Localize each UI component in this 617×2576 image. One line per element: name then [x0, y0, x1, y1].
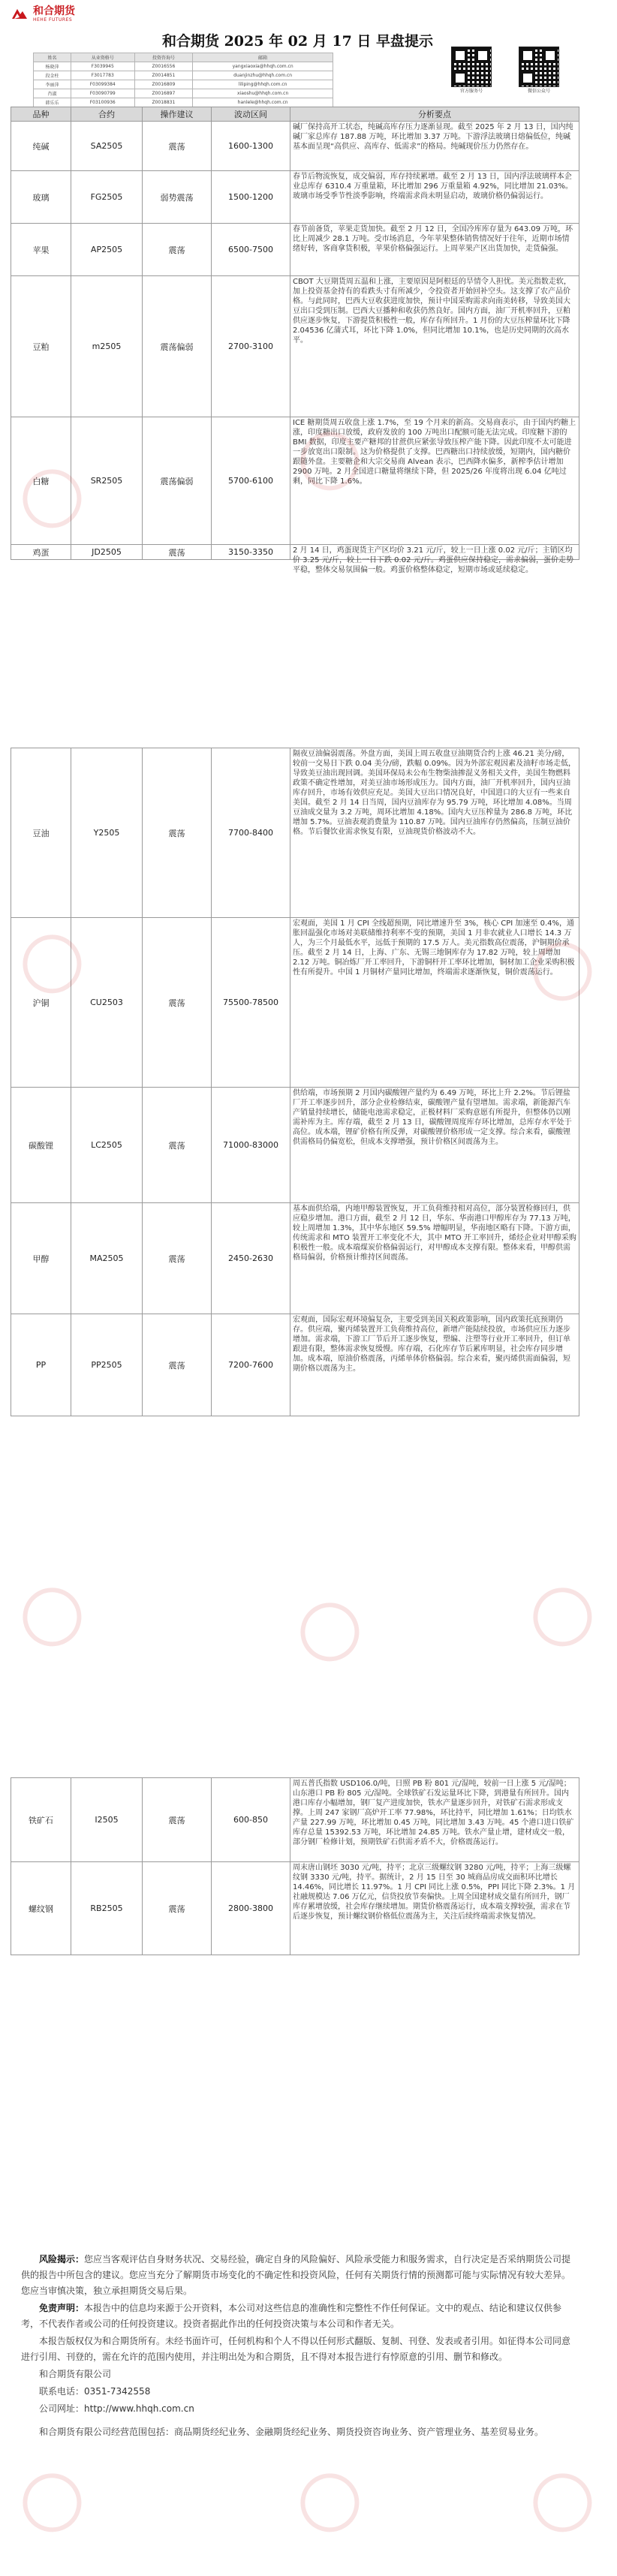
contact-cell: F03100936	[71, 98, 134, 107]
contact-cell: 韩乐乐	[34, 98, 71, 107]
disclaimer-label: 免责声明：	[39, 2303, 85, 2313]
contact-cell: 段金柱	[34, 71, 71, 80]
risk-text: 您应当客观评估自身财务状况、交易经验，确定自身的风险偏好、风险承受能力和服务需求，自行决定是否采纳期货公司提供的报告中所包含的建议。您应当充分了解期货市场变化的不确定性和投资风险，任何有关期货行情的预测都可能与实际情况有较大差异。您应当审慎决策，独立承担期货交易后果。	[21, 2254, 571, 2296]
range-cell: 2800-3800	[212, 1862, 290, 1955]
advice-cell: 震荡	[143, 1862, 212, 1955]
contact-cell: 杨晓萍	[34, 62, 71, 71]
analysis-text: 碱厂保持高开工状态，纯碱高库存压力逐渐显现。截至 2025 年 2 月 13 日，国内纯碱厂家总库存 187.88 万吨，环比增加 3.37 万吨。下游浮法玻璃日熔偏低位，纯碱基本面呈现“高供应、高库存、低需求”的格局。纯碱现价压力仍然存在。	[293, 123, 573, 151]
contract-cell: LC2505	[71, 1088, 143, 1203]
analysis-text: 宏观面，国际宏观环境偏复杂，主要受到美国关税政策影响，国内政策托底预期仍存。供应端，聚丙烯装置开工负荷维持高位，新增产能陆续投放，市场供应压力逐步增加。需求端，下游工厂节后开工逐步恢复，塑编、注塑等行业开工率回升，但订单跟进有限，整体需求恢复缓慢。库存端，石化库存节后累库明显，社会库存同步增加。成本端，原油价格震荡，丙烯单体价格偏弱。综合来看，聚丙烯供需面偏弱，短期价格以震荡为主。	[293, 1316, 570, 1373]
analysis-cell	[290, 1862, 579, 1955]
watermark-logo	[501, 2445, 616, 2560]
watermark-logo	[269, 1575, 384, 1690]
analysis-text: 周五普氏指数 USD106.0/吨，日照 PB 粉 801 元/湿吨，较前一日上涨 5 元/湿吨；山东港口 PB 粉 805 元/湿吨。全球铁矿石发运量环比下降，到港量有所回升。国内港口库存小幅增加，钢厂复产进度加快，铁水产量逐步回升，对铁矿石需求形成支撑。上周 247 家钢厂高炉开工率 77.98%，环比持平，同比增加 1.61%；日均铁水产量 227.99 万吨，环比增加 0.45 万吨，同比增加 3.43 万吨。45 个港口进口铁矿库存总量 15392.53 万吨，环比增加 24.85 万吨。铁水产量止增，建材成交一般，部分钢厂检修计划，预期铁矿石供需矛盾不大，价格震荡运行。	[293, 1780, 574, 1846]
logo-name: 和合期货	[33, 5, 75, 17]
analyst-contacts-table	[33, 53, 333, 107]
variety-cell: 螺纹钢	[11, 1862, 71, 1955]
range-cell: 6500-7500	[212, 224, 290, 276]
contact-cell: Z0016809	[134, 80, 193, 89]
strategy-table-part-3	[11, 1777, 579, 1955]
contract-cell: I2505	[71, 1778, 143, 1862]
disclaimer-text: 本报告中的信息均来源于公开资料，本公司对这些信息的准确性和完整性不作任何保证。文中的观点、结论和建议仅供参考，不代表作者或公司的任何投资建议。投资者据此作出的任何投资决策与本公司和作者无关。	[21, 2303, 562, 2329]
contact-cell: 肖淑	[34, 89, 71, 98]
commodity-row	[11, 918, 579, 1088]
commodity-row	[11, 224, 579, 276]
website-label: 公司网址：	[39, 2403, 85, 2414]
contract-cell: MA2505	[71, 1203, 143, 1314]
company-name: 和合期货有限公司	[39, 2369, 112, 2379]
commodity-row	[11, 1778, 579, 1862]
watermark-logo	[269, 2445, 384, 2560]
range-cell: 3150-3350	[212, 545, 290, 560]
contact-cell: 李丽萍	[34, 80, 71, 89]
variety-cell: 豆油	[11, 748, 71, 918]
analysis-text: 供给端，市场预期 2 月国内碳酸锂产量约为 6.49 万吨，环比上升 2.2%。节后锂盐厂开工率逐步回升，部分企业检修结束，碳酸锂产量有望增加。需求端，新能源汽车产销量持续增长，储能电池需求稳定，正极材料厂采购意愿有所提升，但整体仍以刚需补库为主。库存端，截至 2 月 13 日，碳酸锂周度库存环比增加，总库存水平处于高位。成本端，锂矿价格有所反弹，对碳酸锂价格形成一定支撑。综合来看，碳酸锂供需格局仍偏宽松，但成本支撑增强，预计价格区间震荡为主。	[293, 1089, 572, 1146]
contacts-header-row	[34, 53, 333, 62]
commodity-row	[11, 1862, 579, 1955]
contract-cell: SA2505	[71, 122, 143, 171]
variety-cell: 白糖	[11, 417, 71, 545]
commodity-row	[11, 171, 579, 224]
contact-cell: Z0014851	[134, 71, 193, 80]
contact-row	[34, 89, 333, 98]
contacts-header: 邮箱	[193, 53, 333, 62]
advice-cell: 震荡偏弱	[143, 417, 212, 545]
advice-cell: 震荡	[143, 1203, 212, 1314]
contract-cell: SR2505	[71, 417, 143, 545]
copyright-notice: 本报告版权仅为和合期货所有。未经书面许可，任何机构和个人不得以任何形式翻版、复制、刊登、发表或者引用。如征得本公司同意进行引用、刊登的，需在允许的范围内使用，并注明出处为和合期货，且不得对本报告进行有悖原意的引用、删节和修改。	[21, 2336, 571, 2362]
qr-service-account	[450, 47, 492, 94]
commodity-row	[11, 1314, 579, 1416]
variety-cell: 豆粕	[11, 276, 71, 417]
logo-english: HEHE FUTURES	[33, 17, 73, 23]
qr-code-icon	[451, 47, 492, 87]
range-cell: 75500-78500	[212, 918, 290, 1088]
contact-cell: Z0016897	[134, 89, 193, 98]
risk-label: 风险揭示：	[39, 2254, 85, 2265]
analysis-cell	[290, 171, 579, 224]
analysis-cell	[290, 1088, 579, 1203]
contact-cell: F3017783	[71, 71, 134, 80]
contract-cell: CU2503	[71, 918, 143, 1088]
column-header: 波动区间	[212, 107, 290, 122]
contacts-header: 姓名	[34, 53, 71, 62]
column-header: 操作建议	[143, 107, 212, 122]
contract-cell: PP2505	[71, 1314, 143, 1416]
range-cell: 7700-8400	[212, 748, 290, 918]
analysis-text: 春节后物流恢复，成交偏弱，库存持续累增。截至 2 月 13 日，国内浮法玻璃样本企业总库存 6310.4 万重量箱，环比增加 296 万重量箱 4.92%，同比增加 21.03%。玻璃市场受季节性淡季影响，终端需求尚未明显启动，玻璃价格仍偏弱运行。	[293, 173, 573, 200]
contact-cell: Z0016556	[134, 62, 193, 71]
analysis-text: 隔夜豆油偏弱震荡。外盘方面，美国上周五收盘豆油期货合约上涨 46.21 美分/磅，较前一交易日下跌 0.04 美分/磅，跌幅 0.09%。因为外部宏观因素及油籽市场走低，导致美豆油出现回调。美国环保局未公布生物柴油掺混义务相关文件，美国生物燃料政策不确定性增加，对美豆油市场形成压力。国内方面，油厂开机率回升，国内豆油库存回升，市场有效供应充足。美国大豆出口情况良好，中国进口的大豆有一些来自美国。截至 2 月 14 日当周，国内豆油库存为 95.79 万吨，环比增加 4.08%。当周豆油成交量为 3.2 万吨，周环比增加 4.18%。国内大豆压榨量为 286.8 万吨，环比增加 5.7%。豆油表观消费量为 110.87 万吨。国内豆油库存仍然偏高，压制豆油价格。节后餐饮业需求恢复有限，豆油现货价格波动不大。	[293, 750, 576, 836]
analysis-text: 春节前备货，苹果走货加快。截至 2 月 12 日，全国冷库库存量为 643.09 万吨，环比上周减少 28.1 万吨。受市场消息，今年苹果整体销售情况好于往年，近期市场情绪好转，客商拿货积极，苹果价格偏强运行。上周苹果产区出货加快，走货偏强。	[293, 225, 573, 253]
analysis-text: CBOT 大豆期货周五温和上涨，主要原因是阿根廷的旱情令人担忧。美元指数走软，加上投资基金持有的看跌头寸有所减少，令投资者开始回补空头。这支撑了农产品价格。与此同时，巴西大豆收获进度加快，预计中国采购需求向南美转移，导致美国大豆出口受到压制。巴西大豆播种和收获仍然良好。国内方面，油厂开机率回升，豆粕供应逐步恢复，下游提货积极性一般，库存有所回升。1 月份的大豆压榨量环比下降 2.04536 亿蒲式耳，环比下降 1.0%，但同比增加 10.1%，也是历史同期的次高水平。	[293, 278, 571, 345]
contact-cell: F03099384	[71, 80, 134, 89]
logo-icon	[11, 7, 29, 22]
contact-cell[interactable]: hanlele@hhqh.com.cn	[193, 98, 333, 107]
commodity-row	[11, 1088, 579, 1203]
analysis-cell	[290, 748, 579, 918]
contact-cell[interactable]: liliping@hhqh.com.cn	[193, 80, 333, 89]
contract-cell: Y2505	[71, 748, 143, 918]
advice-cell: 震荡偏弱	[143, 276, 212, 417]
watermark-logo	[501, 1560, 616, 1675]
phone-label: 联系电话：	[39, 2386, 85, 2397]
report-title: 和合期货 2025 年 02 月 17 日 早盘提示	[161, 33, 434, 50]
analysis-cell	[290, 417, 579, 545]
qr-wechat-account	[518, 47, 560, 94]
analysis-text: ICE 糖期货周五收盘上涨 1.7%，至 19 个月来的新高。交易商表示，由于国内约糖上涨，印度糖出口放缓，政府发放的 100 万吨出口配额可能无法完成。印度糖下游的 BMI 数据，印度主要产糖邦的甘蔗供应紧张导致压榨产能下降。因此印度不太可能进一步放宽出口限制。这为价格提供了支撑。巴西糖出口持续放缓，短期内，国内糖价跟随外盘。主要糖企和大宗交易商 Alvean 表示，巴西降水偏多，新榨季估计增加 2900 万吨。2 月全国进口糖量将继续下降，但 2025/26 年度将出现 6.04 亿吨过剩，同比下降 1.6%。	[293, 419, 576, 486]
variety-cell: 纯碱	[11, 122, 71, 171]
contract-cell: FG2505	[71, 171, 143, 224]
table-header-row	[11, 107, 579, 122]
contact-row	[34, 80, 333, 89]
commodity-row	[11, 545, 579, 560]
analysis-text: 周末唐山钢坯 3030 元/吨，持平；北京三级螺纹钢 3280 元/吨，持平；上海三级螺纹钢 3330 元/吨，持平。据统计，2 月 15 日至 30 城商品房成交面积环比增长 14.46%，同比增长 11.97%。1 月 CPI 同比上涨 0.5%，PPI 同比下降 2.3%。1 月社融规模达 7.06 万亿元，信贷投放节奏偏快。上周全国建材成交量有所回升，钢厂库存累增放缓，社会库存继续增加。期货价格震荡运行，成本端支撑较强，需求在节后逐步恢复，预计螺纹钢价格低位震荡为主，关注后续终端需求恢复情况。	[293, 1864, 576, 1921]
analysis-cell	[290, 545, 579, 574]
variety-cell: 鸡蛋	[11, 545, 71, 560]
contact-cell: F3039945	[71, 62, 134, 71]
advice-cell: 震荡	[143, 224, 212, 276]
contacts-header: 投资咨询号	[134, 53, 193, 62]
contacts-header: 从业资格号	[71, 53, 134, 62]
qr-code-icon	[519, 47, 559, 87]
contact-row	[34, 98, 333, 107]
analysis-cell	[290, 1778, 579, 1862]
watermark-logo	[0, 2445, 107, 2560]
disclaimer	[21, 2301, 576, 2332]
variety-cell: 玻璃	[11, 171, 71, 224]
qr-label: 官方服务号	[459, 89, 483, 94]
variety-cell: 沪铜	[11, 918, 71, 1088]
contract-cell: AP2505	[71, 224, 143, 276]
contact-cell: F03090799	[71, 89, 134, 98]
contract-cell: RB2505	[71, 1862, 143, 1955]
commodity-row	[11, 417, 579, 545]
variety-cell: 碳酸锂	[11, 1088, 71, 1203]
range-cell: 600-850	[212, 1778, 290, 1862]
range-cell: 1600-1300	[212, 122, 290, 171]
analysis-cell	[290, 276, 579, 417]
contact-cell[interactable]: yangxiaoxia@hhqh.com.cn	[193, 62, 333, 71]
variety-cell: 甲醇	[11, 1203, 71, 1314]
commodity-row	[11, 748, 579, 918]
variety-cell: PP	[11, 1314, 71, 1416]
commodity-row	[11, 276, 579, 417]
commodity-row	[11, 1203, 579, 1314]
analysis-cell	[290, 1314, 579, 1416]
company-business-scope: 和合期货有限公司经营范围包括：商品期货经纪业务、金融期货经纪业务、期货投资咨询业务、资产管理业务、基差贸易业务。	[39, 2427, 544, 2437]
analysis-cell	[290, 122, 579, 171]
advice-cell: 震荡	[143, 545, 212, 560]
range-cell: 5700-6100	[212, 417, 290, 545]
range-cell: 7200-7600	[212, 1314, 290, 1416]
contact-cell[interactable]: duanjinzhu@hhqh.com.cn	[193, 71, 333, 80]
column-header: 品种	[11, 107, 71, 122]
strategy-table-part-2	[11, 748, 579, 1416]
watermark-logo	[0, 1560, 107, 1675]
analysis-text: 宏观面，美国 1 月 CPI 全线超预期，同比增速升至 3%，核心 CPI 加速至 0.4%，通胀回温强化市场对美联储维持利率不变的预期，美国 1 月非农就业人口增长 14.3 万人，为三个月最低水平，远低于预期的 17.5 万人。美元指数高位震荡，沪铜期价承压。截至 2 月 14 日，上海、广东、无锡三地铜库存为 17.82 万吨，较上周增加 2.12 万吨。铜冶炼厂开工率回升，下游铜杆开工率环比增加，铜材加工企业采购积极性有所提升。中国 1 月铜材产量同比增加，终端需求逐渐恢复，铜价震荡运行。	[293, 919, 575, 977]
contact-cell[interactable]: xiaoshu@hhqh.com.cn	[193, 89, 333, 98]
analysis-text: 2 月 14 日，鸡蛋现货主产区均价 3.21 元/斤，较上一日上涨 0.02 元/斤；主销区均价 3.25 元/斤，较上一日下跌 0.02 元/斤。鸡蛋供应保持稳定，需求偏弱，蛋价走势平稳，整体交易氛围偏一般。鸡蛋价格整体稳定，短期市场或延续稳定。	[293, 546, 573, 574]
contact-phone	[21, 2384, 576, 2400]
report-footer	[21, 2252, 576, 2442]
phone-number: 0351-7342558	[84, 2386, 151, 2397]
range-cell: 71000-83000	[212, 1088, 290, 1203]
advice-cell: 弱势震荡	[143, 171, 212, 224]
advice-cell: 震荡	[143, 122, 212, 171]
range-cell: 2700-3100	[212, 276, 290, 417]
advice-cell: 震荡	[143, 918, 212, 1088]
strategy-table-part-1	[11, 107, 579, 574]
analysis-text: 基本面供给端，内地甲醇装置恢复，开工负荷维持相对高位，部分装置检修回归，供应稳步增加。港口方面，截至 2 月 12 日，华东、华南港口甲醇库存为 77.13 万吨，较上周增加 1.3%，其中华东地区 59.5% 增幅明显，华南地区略有下降。下游方面，传统需求和 MTO 装置开工率变化不大，其中 MTO 开工率回升，烯烃企业对甲醇采购积极性一般。成本端煤炭价格偏弱运行，对甲醇成本支撑有限。整体来看，甲醇供需格局偏弱，价格预计维持区间震荡。	[293, 1205, 576, 1262]
column-header: 合约	[71, 107, 143, 122]
contract-cell: JD2505	[71, 545, 143, 560]
advice-cell: 震荡	[143, 748, 212, 918]
advice-cell: 震荡	[143, 1314, 212, 1416]
advice-cell: 震荡	[143, 1088, 212, 1203]
company-logo	[11, 6, 75, 23]
qr-label: 微信公众号	[527, 89, 550, 94]
analysis-cell	[290, 918, 579, 1088]
risk-disclosure	[21, 2252, 576, 2299]
contact-row	[34, 71, 333, 80]
analysis-cell	[290, 224, 579, 276]
range-cell: 2450-2630	[212, 1203, 290, 1314]
advice-cell: 震荡	[143, 1778, 212, 1862]
variety-cell: 铁矿石	[11, 1778, 71, 1862]
range-cell: 1500-1200	[212, 171, 290, 224]
variety-cell: 苹果	[11, 224, 71, 276]
commodity-row	[11, 122, 579, 171]
analysis-cell	[290, 1203, 579, 1314]
website-link[interactable]: http://www.hhqh.com.cn	[84, 2403, 194, 2414]
contract-cell: m2505	[71, 276, 143, 417]
contact-cell: Z0018831	[134, 98, 193, 107]
company-website	[21, 2401, 576, 2417]
column-header: 分析要点	[290, 107, 579, 122]
contact-row	[34, 62, 333, 71]
